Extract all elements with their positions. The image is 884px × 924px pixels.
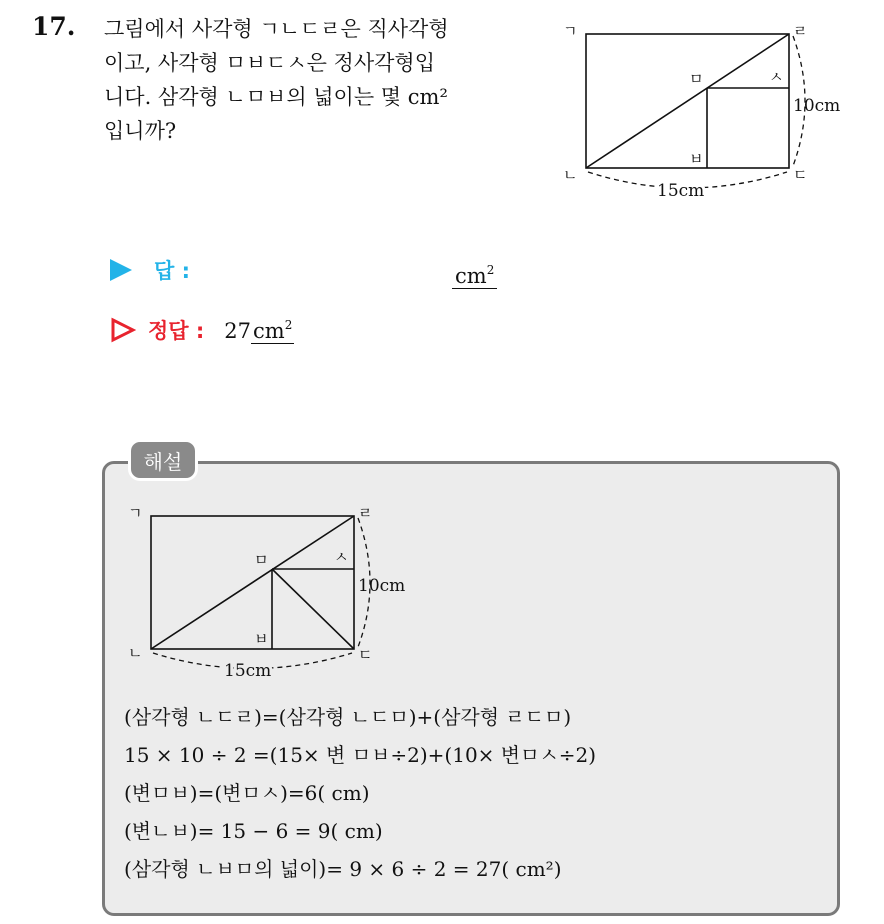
- vertex-label-g: ㄱ: [563, 22, 578, 40]
- outline-arrow-icon: [110, 317, 136, 343]
- solution-line: (변ㄴㅂ)= 15 − 6 = 9( cm): [124, 819, 383, 843]
- vertex-label-g: ㄱ: [128, 504, 143, 522]
- correct-answer-value: [224, 318, 294, 343]
- width-label: 15cm: [224, 661, 272, 681]
- width-label: 15cm: [657, 181, 705, 201]
- answer-row: [110, 252, 190, 288]
- correct-unit-exponent: 2: [284, 317, 293, 332]
- height-label: 10cm: [358, 576, 406, 596]
- vertex-label-b: ㅂ: [254, 630, 269, 648]
- vertex-label-s: ㅅ: [769, 68, 784, 86]
- answer-blank[interactable]: [452, 258, 497, 289]
- vertex-label-s: ㅅ: [334, 548, 349, 566]
- diagonal-nr: [151, 516, 354, 649]
- solution-line: (삼각형 ㄴㅂㅁ의 넓이)= 9 × 6 ÷ 2 = 27( cm²): [124, 857, 562, 881]
- solution-line: (변ㅁㅂ)=(변ㅁㅅ)=6( cm): [124, 781, 370, 805]
- correct-answer-row: [110, 312, 294, 348]
- correct-unit: cm: [253, 318, 285, 343]
- question-line: 이고, 사각형 ㅁㅂㄷㅅ은 정사각형입: [104, 51, 435, 75]
- vertex-label-r: ㄹ: [793, 22, 808, 40]
- diagonal-nr: [586, 34, 789, 168]
- vertex-label-d: ㄷ: [793, 166, 808, 184]
- answer-unit-exponent: 2: [486, 263, 495, 277]
- vertex-label-b: ㅂ: [689, 150, 704, 168]
- height-label: 10cm: [793, 96, 841, 116]
- solution-line: (삼각형 ㄴㄷㄹ)=(삼각형 ㄴㄷㅁ)+(삼각형 ㄹㄷㅁ): [124, 705, 572, 729]
- diagonal-md: [272, 569, 354, 649]
- question-figure: [555, 14, 865, 204]
- correct-unit-wrap: [251, 319, 294, 344]
- question-line: 그림에서 사각형 ㄱㄴㄷㄹ은 직사각형: [104, 17, 449, 41]
- answer-unit: cm: [455, 264, 487, 288]
- vertex-label-r: ㄹ: [358, 504, 373, 522]
- vertex-label-d: ㄷ: [358, 646, 373, 664]
- correct-label: 정답 :: [148, 319, 205, 343]
- question-number: 17.: [32, 12, 76, 41]
- question-line: 니다. 삼각형 ㄴㅁㅂ의 넓이는 몇 cm²: [104, 85, 448, 109]
- answer-label: 답 :: [154, 259, 190, 283]
- question-text: [104, 12, 534, 148]
- correct-number: 27: [224, 318, 252, 343]
- solution-tab: 해설: [128, 439, 198, 481]
- vertex-label-n: ㄴ: [128, 644, 143, 662]
- play-arrow-icon: [110, 259, 132, 281]
- vertex-label-m: ㅁ: [689, 70, 704, 88]
- vertex-label-m: ㅁ: [254, 551, 269, 569]
- solution-figure: [120, 498, 430, 688]
- vertex-label-n: ㄴ: [563, 166, 578, 184]
- solution-line: 15 × 10 ÷ 2 =(15× 변 ㅁㅂ÷2)+(10× 변ㅁㅅ÷2): [124, 743, 597, 767]
- solution-steps: [124, 698, 596, 888]
- question-line: 입니까?: [104, 119, 177, 143]
